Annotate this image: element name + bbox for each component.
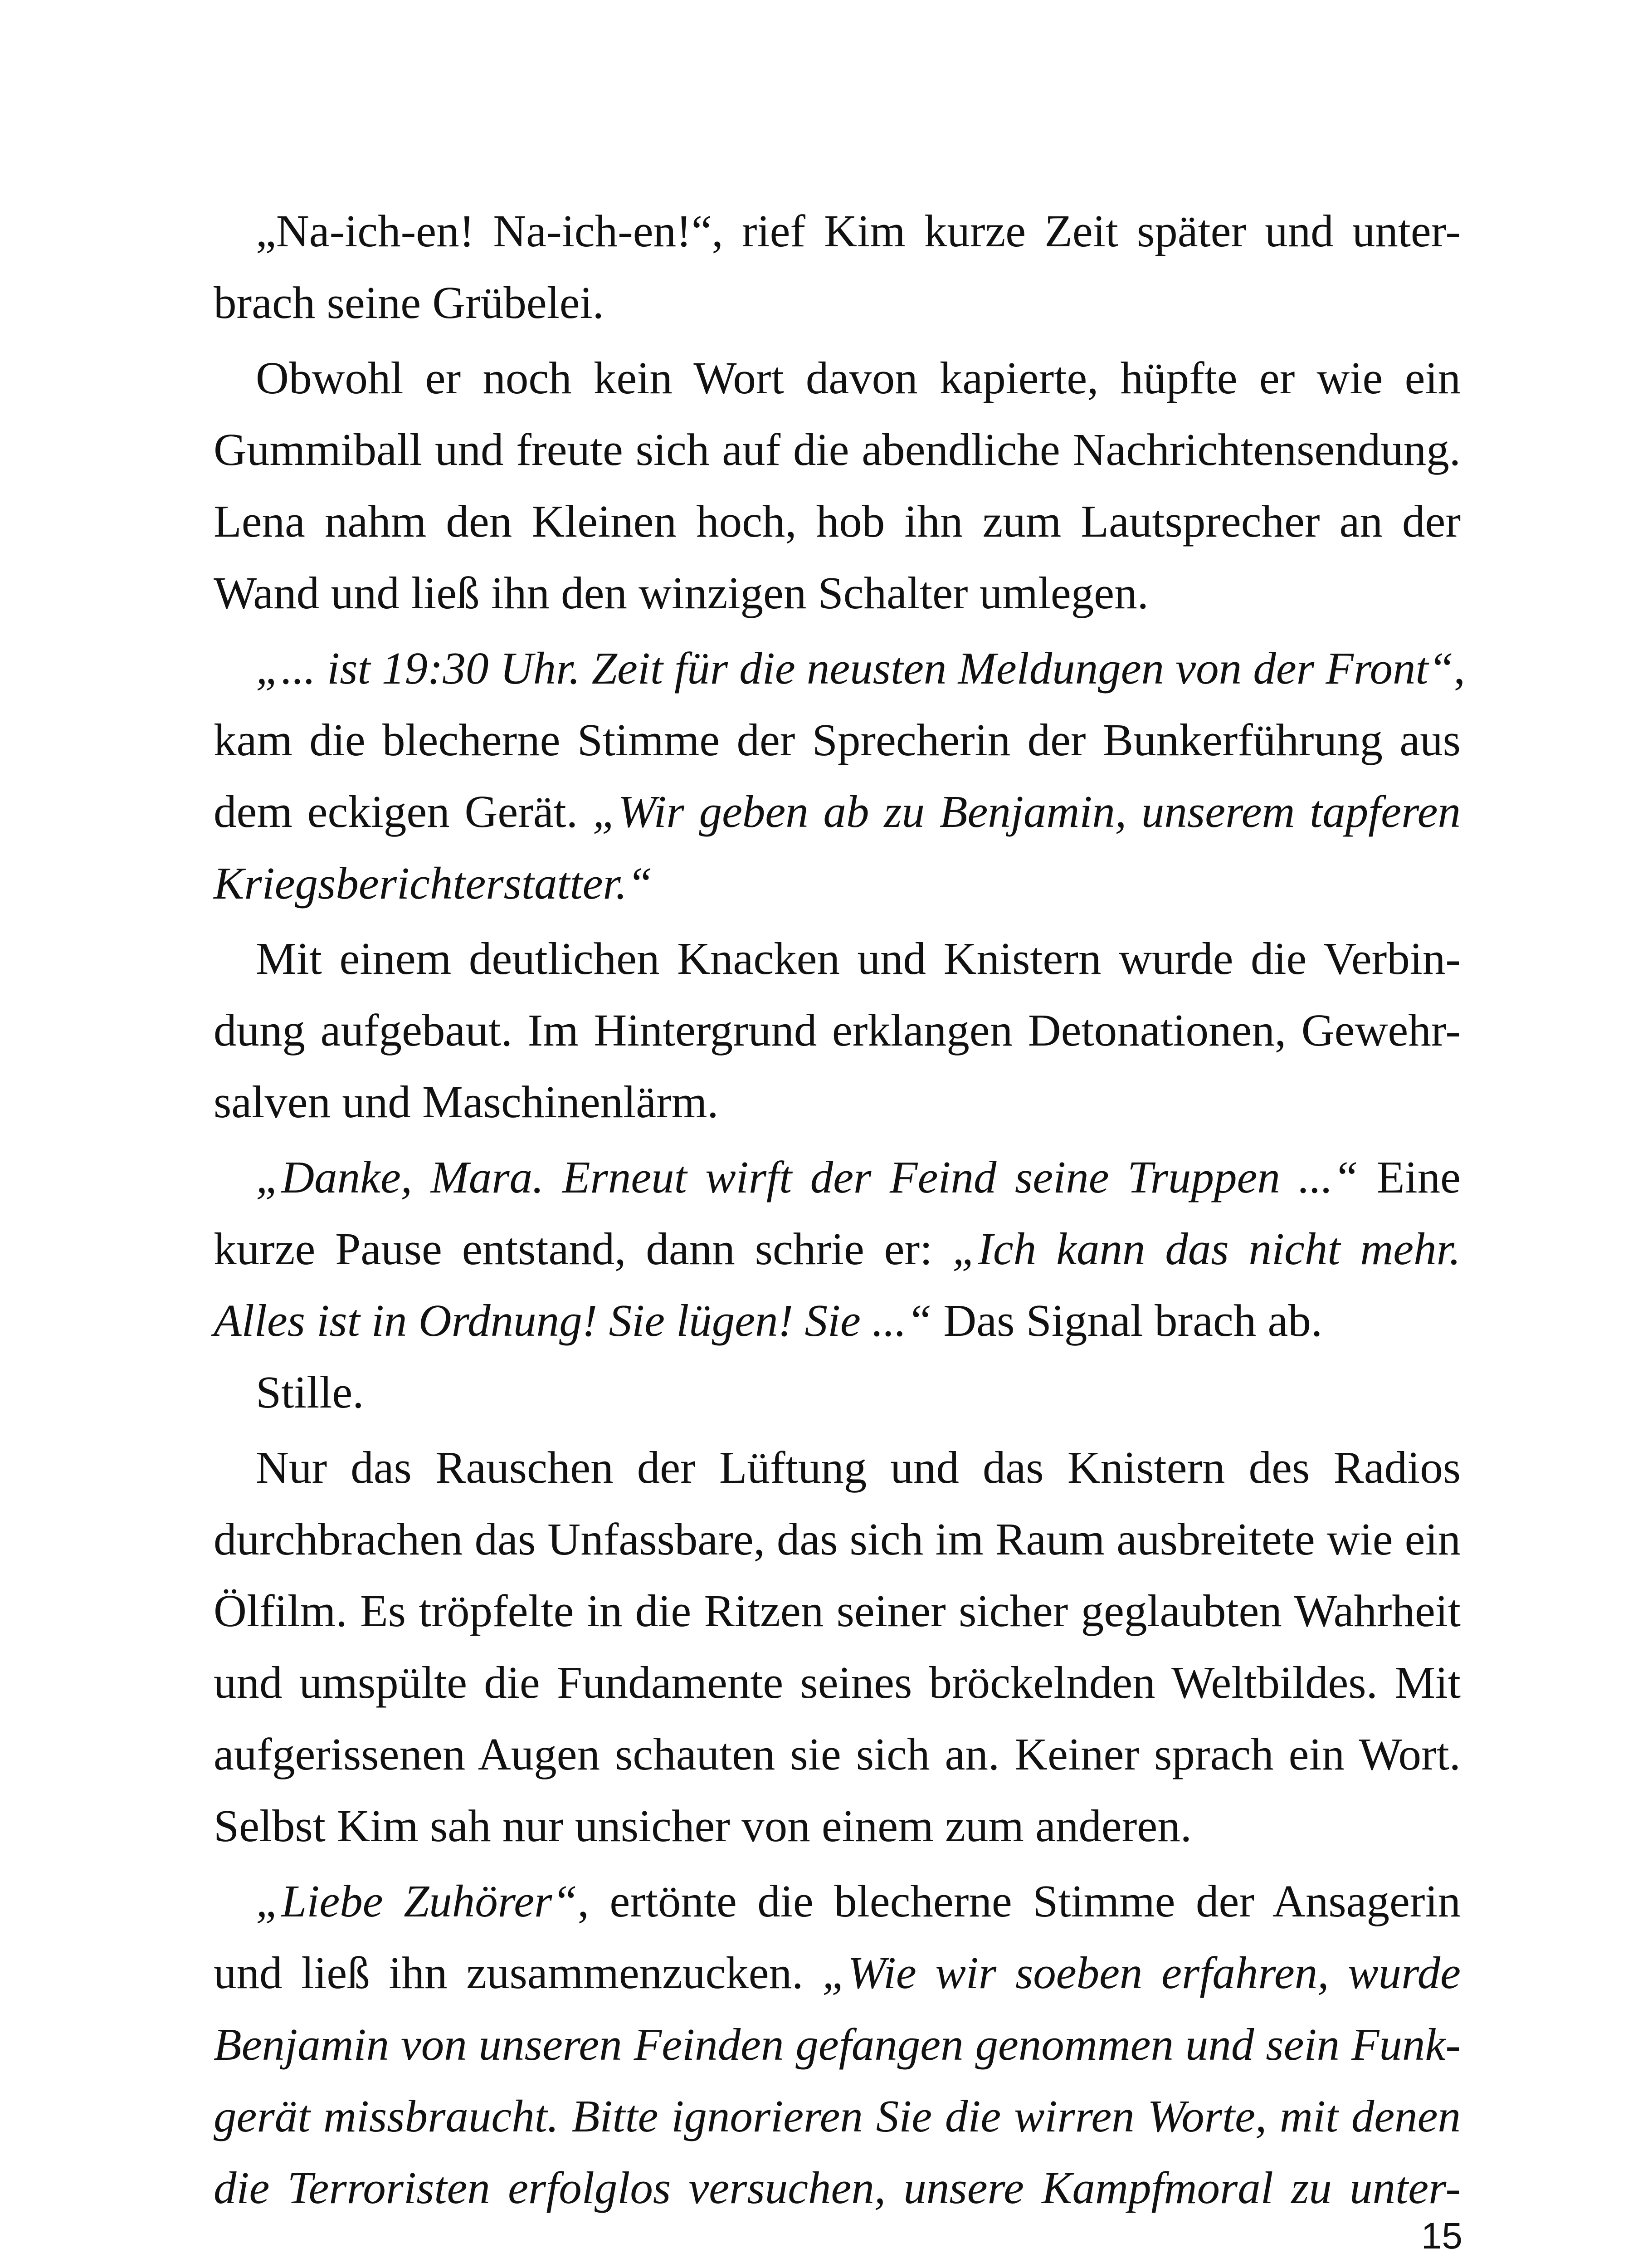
italic-text-run: die Terroristen erfolglos versuchen, unsere Kampfmoral zu unter- bbox=[214, 2162, 1461, 2213]
text-line bbox=[214, 1718, 1461, 1790]
text-line bbox=[214, 557, 1461, 629]
text-line bbox=[214, 632, 1465, 704]
text-line bbox=[214, 1285, 1461, 1356]
text-run: „Na-ich-en! Na-ich-en!“, rief Kim kurze Zeit später und unter- bbox=[256, 205, 1461, 256]
text-line bbox=[214, 2009, 1461, 2080]
text-run: dung aufgebaut. Im Hintergrund erklangen Detonationen, Gewehr- bbox=[214, 1005, 1461, 1056]
text-line bbox=[214, 267, 1461, 338]
text-line bbox=[214, 414, 1461, 485]
text-line bbox=[214, 847, 1461, 919]
italic-text-run: „Wir geben ab zu Benjamin, unserem tapferen bbox=[592, 786, 1461, 837]
text-run: und umspülte die Fundamente seines bröckelnden Weltbildes. Mit bbox=[214, 1657, 1461, 1708]
text-run: Ölfilm. Es tröpfelte in die Ritzen seiner sicher geglaubten Wahrheit bbox=[214, 1585, 1461, 1636]
text-line bbox=[214, 195, 1461, 267]
text-line bbox=[214, 704, 1461, 776]
text-run: Selbst Kim sah nur unsicher von einem zum anderen. bbox=[214, 1800, 1192, 1851]
body-text bbox=[214, 195, 1465, 2224]
italic-text-run: „Ich kann das nicht mehr. bbox=[952, 1223, 1461, 1274]
text-line bbox=[214, 1865, 1461, 1937]
text-line bbox=[214, 1213, 1461, 1285]
text-run: kam die blecherne Stimme der Sprecherin der Bunkerführung aus bbox=[214, 714, 1461, 765]
text-run: aufgerissenen Augen schauten sie sich an. Keiner sprach ein Wort. bbox=[214, 1729, 1461, 1779]
text-run: , ertönte die blecherne Stimme der Ansagerin bbox=[577, 1876, 1461, 1926]
text-run: Nur das Rauschen der Lüftung und das Knistern des Radios bbox=[256, 1442, 1461, 1493]
text-line bbox=[214, 342, 1461, 414]
italic-text-run: Kriegsberichterstatter.“ bbox=[214, 858, 653, 909]
text-run: dem eckigen Gerät. bbox=[214, 786, 593, 837]
italic-text-run: „... ist 19:30 Uhr. Zeit für die neusten Meldungen von der Front“ bbox=[256, 643, 1454, 694]
text-run: Das Signal brach ab. bbox=[932, 1295, 1323, 1346]
text-line bbox=[214, 2080, 1461, 2152]
text-run: salven und Maschinenlärm. bbox=[214, 1076, 719, 1127]
text-run: Wand und ließ ihn den winzigen Schalter umlegen. bbox=[214, 567, 1149, 618]
text-line bbox=[214, 1790, 1461, 1862]
text-run: kurze Pause entstand, dann schrie er: bbox=[214, 1223, 953, 1274]
text-line bbox=[214, 2152, 1461, 2224]
text-run: Lena nahm den Kleinen hoch, hob ihn zum Lautsprecher an der bbox=[214, 496, 1461, 547]
page-number: 15 bbox=[1421, 2215, 1462, 2257]
text-run: und ließ ihn zusammenzucken. bbox=[214, 1947, 823, 1998]
italic-text-run: gerät missbraucht. Bitte ignorieren Sie die wirren Worte, mit denen bbox=[214, 2091, 1461, 2141]
text-line bbox=[214, 1432, 1461, 1503]
text-run: Mit einem deutlichen Knacken und Knistern wurde die Verbin- bbox=[256, 933, 1461, 984]
text-line bbox=[214, 776, 1461, 847]
text-run: Gummiball und freute sich auf die abendliche Nachrichtensendung. bbox=[214, 424, 1461, 475]
italic-text-run: „Wie wir soeben erfahren, wurde bbox=[822, 1947, 1461, 1998]
text-line bbox=[214, 1937, 1461, 2009]
text-line bbox=[214, 1647, 1461, 1718]
text-line bbox=[214, 923, 1461, 994]
text-run: Obwohl er noch kein Wort davon kapierte, hüpfte er wie ein bbox=[256, 352, 1461, 403]
text-line bbox=[214, 1503, 1461, 1575]
text-line bbox=[214, 994, 1461, 1066]
text-run: brach seine Grübelei. bbox=[214, 277, 604, 328]
text-run: Stille. bbox=[256, 1367, 364, 1418]
text-line bbox=[214, 1575, 1461, 1647]
text-line bbox=[214, 1141, 1461, 1213]
text-line bbox=[214, 1356, 1461, 1428]
italic-text-run: „Danke, Mara. Erneut wirft der Feind seine Truppen ...“ bbox=[256, 1152, 1359, 1202]
text-line bbox=[214, 1066, 1461, 1138]
text-run: durchbrachen das Unfassbare, das sich im Raum ausbreitete wie ein bbox=[214, 1514, 1461, 1564]
italic-text-run: Alles ist in Ordnung! Sie lügen! Sie ...“ bbox=[214, 1295, 932, 1346]
text-run: Eine bbox=[1358, 1152, 1461, 1202]
italic-text-run: „Liebe Zuhörer“ bbox=[256, 1876, 578, 1926]
italic-text-run: Benjamin von unseren Feinden gefangen genommen und sein Funk- bbox=[214, 2019, 1461, 2070]
text-run: , bbox=[1453, 643, 1465, 694]
text-line bbox=[214, 485, 1461, 557]
